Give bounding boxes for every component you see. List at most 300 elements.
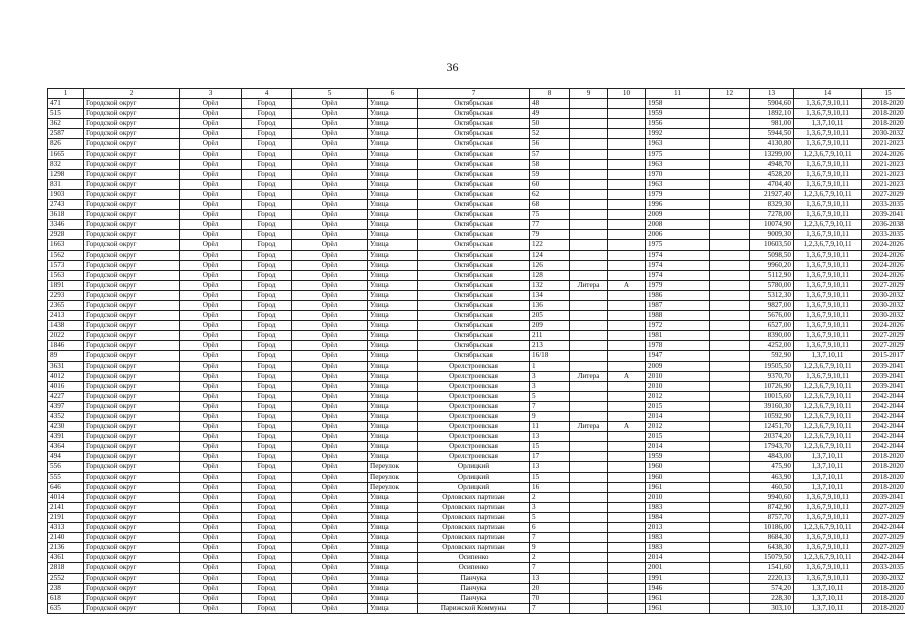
table-cell (710, 523, 750, 533)
column-header: 6 (368, 89, 418, 99)
table-cell: Орёл (292, 179, 368, 189)
table-cell: Литера (570, 422, 608, 432)
table-cell: Орёл (292, 159, 368, 169)
table-cell (570, 189, 608, 199)
column-header: 8 (530, 89, 570, 99)
table-cell: 1562 (48, 250, 84, 260)
table-cell: А (608, 280, 646, 290)
table-cell: Город (242, 401, 292, 411)
table-cell (570, 401, 608, 411)
table-cell: 1,3,6,7,9,10,11 (794, 99, 862, 109)
table-cell: Городской округ (84, 472, 180, 482)
table-cell (710, 99, 750, 109)
table-cell: Орёл (180, 230, 242, 240)
table-cell: 2033-2035 (862, 230, 905, 240)
table-cell: Орёл (180, 442, 242, 452)
table-cell: 205 (530, 311, 570, 321)
table-cell: 2293 (48, 290, 84, 300)
table-cell: 1975 (646, 240, 710, 250)
table-cell: Орёл (180, 412, 242, 422)
table-cell: Городской округ (84, 593, 180, 603)
table-cell: Городской округ (84, 543, 180, 553)
table-cell: 13 (530, 573, 570, 583)
table-cell: 209 (530, 321, 570, 331)
table-row (48, 270, 905, 280)
table-cell: 618 (48, 593, 84, 603)
table-cell: 2018-2020 (862, 472, 905, 482)
table-cell: Улица (368, 159, 418, 169)
table-cell: 475,90 (750, 462, 794, 472)
table-cell: Октябрьская (418, 179, 530, 189)
table-cell: Орёл (292, 583, 368, 593)
table-cell: 50 (530, 119, 570, 129)
column-header: 15 (862, 89, 905, 99)
table-cell: Улица (368, 119, 418, 129)
table-cell (710, 300, 750, 310)
table-cell: Октябрьская (418, 270, 530, 280)
table-cell: 574,20 (750, 583, 794, 593)
table-cell (710, 462, 750, 472)
table-cell (608, 391, 646, 401)
table-cell: 2027-2029 (862, 280, 905, 290)
table-cell: Орёл (180, 270, 242, 280)
table-cell: 2030-2032 (862, 573, 905, 583)
table-cell: 1663 (48, 240, 84, 250)
table-cell: 2039-2041 (862, 210, 905, 220)
table-cell: 2021-2023 (862, 139, 905, 149)
table-cell: Городской округ (84, 341, 180, 351)
table-cell: Осипенко (418, 553, 530, 563)
table-cell: Орелстроевская (418, 442, 530, 452)
table-cell: Орёл (180, 452, 242, 462)
table-row (48, 583, 905, 593)
table-cell (608, 99, 646, 109)
table-cell: Орёл (180, 422, 242, 432)
table-cell: 39160,30 (750, 401, 794, 411)
table-cell: 57 (530, 149, 570, 159)
table-cell (710, 230, 750, 240)
table-cell: 1438 (48, 321, 84, 331)
table-cell: 1573 (48, 260, 84, 270)
table-cell: 2008 (646, 220, 710, 230)
table-cell (570, 462, 608, 472)
table-cell: Улица (368, 573, 418, 583)
table-cell: 7 (530, 401, 570, 411)
table-cell: 1958 (646, 99, 710, 109)
table-cell: Орёл (292, 502, 368, 512)
table-cell: 9 (530, 543, 570, 553)
column-header: 12 (710, 89, 750, 99)
table-cell: 8757,70 (750, 512, 794, 522)
table-cell: Улица (368, 139, 418, 149)
table-cell: 2039-2041 (862, 381, 905, 391)
table-row (48, 210, 905, 220)
table-cell: Городской округ (84, 331, 180, 341)
table-cell: 2018-2020 (862, 99, 905, 109)
table-row (48, 432, 905, 442)
table-cell: Октябрьская (418, 220, 530, 230)
table-cell: Орёл (292, 200, 368, 210)
table-cell: Орёл (180, 109, 242, 119)
table-cell (608, 149, 646, 159)
table-cell (570, 593, 608, 603)
table-cell: 3631 (48, 361, 84, 371)
table-cell: Орёл (180, 371, 242, 381)
table-cell: Орёл (292, 412, 368, 422)
table-cell: Орелстроевская (418, 432, 530, 442)
table-cell: Улица (368, 220, 418, 230)
table-cell: Октябрьская (418, 311, 530, 321)
table-cell: Улица (368, 321, 418, 331)
table-cell: Орёл (180, 129, 242, 139)
table-row (48, 169, 905, 179)
table-cell: Орёл (292, 169, 368, 179)
table-cell: Улица (368, 553, 418, 563)
table-cell: 6527,00 (750, 321, 794, 331)
table-cell (608, 341, 646, 351)
table-cell: 5312,30 (750, 290, 794, 300)
table-cell: Улица (368, 250, 418, 260)
table-cell: 2024-2026 (862, 240, 905, 250)
table-cell: 5112,90 (750, 270, 794, 280)
table-cell: Город (242, 129, 292, 139)
table-cell: Орёл (180, 99, 242, 109)
table-cell (570, 482, 608, 492)
table-cell: 2140 (48, 533, 84, 543)
table-cell: 2006 (646, 230, 710, 240)
table-cell (570, 341, 608, 351)
table-cell: 1,3,6,7,9,10,11 (794, 109, 862, 119)
table-cell: 59 (530, 169, 570, 179)
table-cell: 1961 (646, 593, 710, 603)
table-row (48, 300, 905, 310)
table-cell: 1960 (646, 472, 710, 482)
table-cell: 2018-2020 (862, 119, 905, 129)
table-body (48, 99, 905, 614)
table-cell: 2010 (646, 492, 710, 502)
table-cell: 2010 (646, 381, 710, 391)
table-cell: 1,3,7,10,11 (794, 482, 862, 492)
table-cell (570, 583, 608, 593)
table-cell: Городской округ (84, 260, 180, 270)
table-cell (710, 442, 750, 452)
table-cell: 4014 (48, 492, 84, 502)
table-cell: Октябрьская (418, 290, 530, 300)
table-cell: Орёл (180, 381, 242, 391)
table-row (48, 240, 905, 250)
table-cell: 10592,90 (750, 412, 794, 422)
table-cell: 1978 (646, 341, 710, 351)
table-cell: 4016 (48, 381, 84, 391)
table-cell: 2024-2026 (862, 149, 905, 159)
table-cell: Город (242, 603, 292, 613)
table-cell (710, 240, 750, 250)
table-cell: 2030-2032 (862, 290, 905, 300)
table-cell: 1984 (646, 512, 710, 522)
table-cell: 1,2,3,6,7,9,10,11 (794, 240, 862, 250)
table-cell: 831 (48, 179, 84, 189)
table-cell (608, 179, 646, 189)
table-cell: Орёл (180, 432, 242, 442)
table-cell: Орёл (180, 502, 242, 512)
table-cell: Октябрьская (418, 210, 530, 220)
table-cell (710, 189, 750, 199)
table-cell (608, 331, 646, 341)
table-cell: Город (242, 492, 292, 502)
table-cell: 15079,50 (750, 553, 794, 563)
table-row (48, 179, 905, 189)
table-cell (608, 502, 646, 512)
table-cell: 136 (530, 300, 570, 310)
table-cell: Городской округ (84, 452, 180, 462)
table-cell: 211 (530, 331, 570, 341)
table-cell: Городской округ (84, 502, 180, 512)
table-cell (710, 593, 750, 603)
table-cell: Улица (368, 452, 418, 462)
table-cell: Орёл (292, 300, 368, 310)
table-cell: 2027-2029 (862, 512, 905, 522)
table-cell: Город (242, 169, 292, 179)
table-row (48, 260, 905, 270)
table-cell (570, 432, 608, 442)
table-row (48, 341, 905, 351)
table-cell: 2024-2026 (862, 260, 905, 270)
table-cell: Улица (368, 129, 418, 139)
table-cell: Город (242, 482, 292, 492)
table-cell: 9 (530, 412, 570, 422)
table-cell: Город (242, 331, 292, 341)
table-cell: 2136 (48, 543, 84, 553)
table-row (48, 99, 905, 109)
table-cell: Орёл (180, 169, 242, 179)
table-cell: Орёл (180, 311, 242, 321)
table-cell (570, 129, 608, 139)
table-cell: 2042-2044 (862, 553, 905, 563)
table-cell: Орёл (292, 472, 368, 482)
table-cell: 1,3,6,7,9,10,11 (794, 502, 862, 512)
table-cell: Орёл (292, 230, 368, 240)
table-cell: Орёл (292, 149, 368, 159)
table-cell: 1991 (646, 573, 710, 583)
table-cell: 4227 (48, 391, 84, 401)
table-cell (570, 391, 608, 401)
table-cell: 1,3,6,7,9,10,11 (794, 290, 862, 300)
table-row (48, 573, 905, 583)
table-cell (608, 189, 646, 199)
table-row (48, 321, 905, 331)
column-header: 11 (646, 89, 710, 99)
table-cell: 2 (530, 492, 570, 502)
table-cell: 2015 (646, 401, 710, 411)
table-cell: Улица (368, 270, 418, 280)
table-cell: Городской округ (84, 523, 180, 533)
table-cell (608, 442, 646, 452)
table-cell: Орёл (180, 119, 242, 129)
table-cell (608, 523, 646, 533)
table-cell (570, 99, 608, 109)
table-cell: 1,2,3,6,7,9,10,11 (794, 361, 862, 371)
table-cell: 11 (530, 422, 570, 432)
table-cell: Улица (368, 99, 418, 109)
page-number: 36 (446, 60, 459, 74)
table-cell: Октябрьская (418, 200, 530, 210)
table-cell: Орёл (180, 139, 242, 149)
table-cell: Улица (368, 401, 418, 411)
table-cell (570, 502, 608, 512)
header-row (48, 89, 905, 99)
table-cell: Городской округ (84, 250, 180, 260)
table-cell: Октябрьская (418, 331, 530, 341)
table-cell: 494 (48, 452, 84, 462)
table-cell: 2024-2026 (862, 250, 905, 260)
table-cell (570, 300, 608, 310)
table-cell: 4230 (48, 422, 84, 432)
table-row (48, 492, 905, 502)
table-cell: Орловских партизан (418, 502, 530, 512)
table-cell: Орёл (180, 149, 242, 159)
table-cell: 4313 (48, 523, 84, 533)
table-cell: Орёл (292, 210, 368, 220)
table-cell: Орёл (292, 240, 368, 250)
table-cell: Орёл (292, 401, 368, 411)
table-cell: 4364 (48, 442, 84, 452)
table-cell (608, 351, 646, 361)
table-cell: 5944,50 (750, 129, 794, 139)
table-cell (710, 492, 750, 502)
table-cell: 2024-2026 (862, 321, 905, 331)
table-cell: Городской округ (84, 189, 180, 199)
table-cell: Октябрьская (418, 240, 530, 250)
table-cell (608, 553, 646, 563)
table-cell (710, 280, 750, 290)
table-cell: 21927,40 (750, 189, 794, 199)
table-cell: 646 (48, 482, 84, 492)
table-cell (710, 290, 750, 300)
table-row (48, 139, 905, 149)
table-cell: Улица (368, 341, 418, 351)
table-cell: Город (242, 563, 292, 573)
table-cell (710, 270, 750, 280)
table-cell: 2018-2020 (862, 462, 905, 472)
table-cell: Орёл (180, 583, 242, 593)
table-cell: 460,50 (750, 482, 794, 492)
table-cell: 2021-2023 (862, 159, 905, 169)
table-cell: 1,3,6,7,9,10,11 (794, 129, 862, 139)
table-cell: 9827,00 (750, 300, 794, 310)
table-cell: Орёл (180, 250, 242, 260)
table-cell (710, 553, 750, 563)
table-cell: Город (242, 321, 292, 331)
table-cell: Город (242, 593, 292, 603)
table-cell: 2021-2023 (862, 169, 905, 179)
table-cell: Город (242, 361, 292, 371)
table-cell: Город (242, 381, 292, 391)
table-cell (710, 432, 750, 442)
table-cell (608, 119, 646, 129)
table-cell: 2001 (646, 563, 710, 573)
table-cell: Переулок (368, 472, 418, 482)
table-cell: 1,3,7,10,11 (794, 351, 862, 361)
table-row (48, 200, 905, 210)
table-cell: 16 (530, 482, 570, 492)
table-cell: 1,3,7,10,11 (794, 472, 862, 482)
table-cell: Орёл (180, 300, 242, 310)
table-cell (608, 543, 646, 553)
table-cell (710, 331, 750, 341)
table-cell: 213 (530, 341, 570, 351)
table-cell: Орёл (292, 119, 368, 129)
table-cell: Городской округ (84, 422, 180, 432)
table-cell (570, 361, 608, 371)
table-cell: 2030-2032 (862, 311, 905, 321)
table-row (48, 109, 905, 119)
table-cell: Город (242, 311, 292, 321)
table-cell: 556 (48, 462, 84, 472)
table-cell (570, 270, 608, 280)
table-cell: Улица (368, 361, 418, 371)
table-cell (608, 412, 646, 422)
table-cell (570, 492, 608, 502)
table-cell (570, 159, 608, 169)
table-cell: 1,2,3,6,7,9,10,11 (794, 189, 862, 199)
table-cell: 2042-2044 (862, 442, 905, 452)
table-cell: Город (242, 543, 292, 553)
table-cell: Октябрьская (418, 99, 530, 109)
table-cell: Панчука (418, 583, 530, 593)
table-cell (570, 149, 608, 159)
table-cell: Городской округ (84, 371, 180, 381)
table-cell: Октябрьская (418, 169, 530, 179)
table-cell: 2027-2029 (862, 543, 905, 553)
table-cell: Улица (368, 311, 418, 321)
table-cell: Улица (368, 109, 418, 119)
table-cell: 1996 (646, 200, 710, 210)
table-cell: Город (242, 523, 292, 533)
table-cell: Орловских партизан (418, 512, 530, 522)
table-cell: Улица (368, 502, 418, 512)
table-cell: 1961 (646, 603, 710, 613)
table-cell (608, 472, 646, 482)
table-cell: Орелстроевская (418, 412, 530, 422)
table-cell: 1979 (646, 189, 710, 199)
table-cell: Орёл (292, 129, 368, 139)
table-cell: Город (242, 553, 292, 563)
table-cell: Октябрьская (418, 250, 530, 260)
table-cell: Орёл (180, 523, 242, 533)
table-cell: 2036-2038 (862, 220, 905, 230)
table-cell (710, 351, 750, 361)
table-cell (570, 109, 608, 119)
table-cell: 826 (48, 139, 84, 149)
table-row (48, 553, 905, 563)
table-cell: Орловских партизан (418, 543, 530, 553)
table-cell: Октябрьская (418, 260, 530, 270)
table-cell (570, 573, 608, 583)
table-row (48, 351, 905, 361)
table-cell: Улица (368, 189, 418, 199)
table-cell: Орёл (292, 341, 368, 351)
table-cell: Городской округ (84, 240, 180, 250)
table-cell: Орёл (292, 391, 368, 401)
table-cell: 1,3,6,7,9,10,11 (794, 169, 862, 179)
table-cell: 10603,50 (750, 240, 794, 250)
table-cell: Орёл (292, 593, 368, 603)
table-cell (710, 159, 750, 169)
table-cell: 20374,20 (750, 432, 794, 442)
table-cell: 2039-2041 (862, 492, 905, 502)
table-row (48, 250, 905, 260)
table-cell: 16/18 (530, 351, 570, 361)
